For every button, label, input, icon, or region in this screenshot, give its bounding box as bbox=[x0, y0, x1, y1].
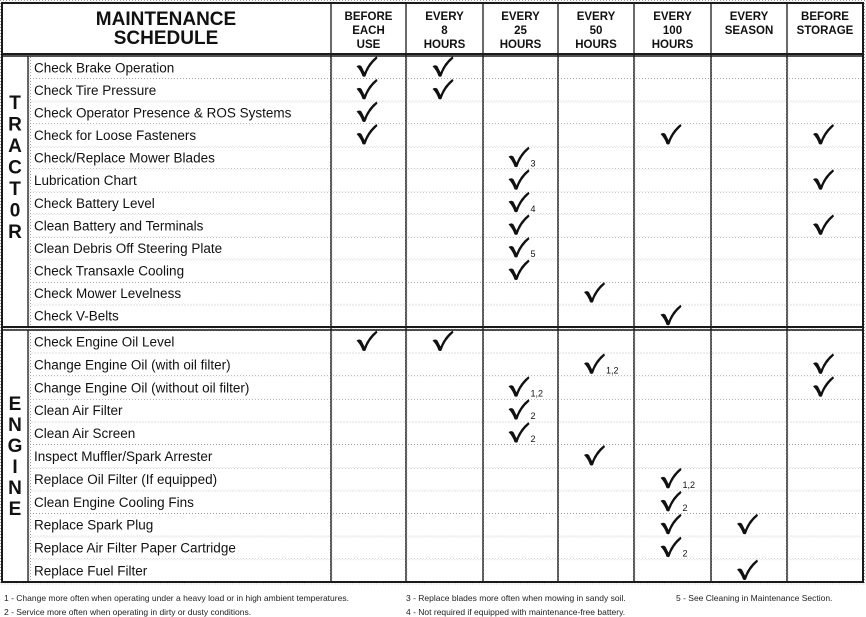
check-cell bbox=[333, 170, 406, 191]
column-header-2: HOURS bbox=[423, 39, 466, 51]
column-header-3: EVERY bbox=[501, 11, 540, 23]
task-label: Change Engine Oil (with oil filter) bbox=[34, 357, 231, 373]
task-label: Clean Engine Cooling Fins bbox=[34, 494, 194, 510]
check-cell bbox=[713, 446, 787, 467]
check-cell bbox=[636, 215, 711, 236]
column-header-1: USE bbox=[356, 39, 381, 51]
check-cell bbox=[560, 215, 634, 236]
section-letter: I bbox=[12, 457, 18, 478]
column-header-4: 50 bbox=[589, 25, 603, 37]
check-footnote-ref: 2 bbox=[530, 411, 536, 422]
check-cell bbox=[560, 331, 634, 352]
check-cell bbox=[408, 305, 483, 326]
check-cell bbox=[789, 305, 863, 326]
check-cell bbox=[789, 514, 863, 535]
column-header-5: EVERY bbox=[653, 11, 692, 23]
check-cell bbox=[408, 423, 483, 444]
column-header-3: HOURS bbox=[499, 39, 542, 51]
check-cell bbox=[333, 260, 406, 281]
check-cell bbox=[713, 537, 787, 558]
section-letter: E bbox=[8, 499, 22, 520]
column-header-1: EACH bbox=[352, 25, 385, 37]
check-footnote-ref: 1,2 bbox=[682, 479, 696, 490]
check-cell bbox=[485, 80, 558, 101]
check-cell bbox=[789, 423, 863, 444]
check-cell bbox=[789, 491, 863, 512]
check-footnote-ref: 2 bbox=[530, 434, 536, 445]
check-cell bbox=[713, 147, 787, 168]
task-label: Check/Replace Mower Blades bbox=[34, 150, 215, 166]
section-letter: R bbox=[8, 222, 22, 243]
check-cell bbox=[408, 400, 483, 421]
check-cell bbox=[789, 400, 863, 421]
check-cell bbox=[408, 125, 483, 146]
check-cell bbox=[485, 354, 558, 375]
check-cell bbox=[333, 514, 406, 535]
check-cell bbox=[560, 57, 634, 78]
table-title-line2: SCHEDULE bbox=[113, 28, 219, 49]
check-cell bbox=[713, 468, 787, 489]
check-cell bbox=[636, 377, 711, 398]
column-header-3: 25 bbox=[514, 25, 527, 37]
footnote-4: 4 - Not required if equipped with maintenance-free battery. bbox=[406, 607, 626, 617]
check-cell bbox=[713, 57, 787, 78]
check-footnote-ref: 5 bbox=[530, 248, 536, 259]
check-cell bbox=[713, 102, 787, 123]
task-label: Replace Air Filter Paper Cartridge bbox=[34, 540, 236, 556]
task-label: Check Transaxle Cooling bbox=[34, 263, 185, 279]
check-cell bbox=[408, 537, 483, 558]
check-cell bbox=[333, 147, 406, 168]
check-cell bbox=[485, 102, 558, 123]
check-cell bbox=[636, 560, 711, 581]
check-cell bbox=[408, 170, 483, 191]
check-cell bbox=[713, 193, 787, 214]
check-cell bbox=[560, 491, 634, 512]
check-cell bbox=[333, 400, 406, 421]
section-letter: N bbox=[8, 415, 22, 436]
task-label: Check V-Belts bbox=[34, 308, 119, 324]
check-cell bbox=[408, 514, 483, 535]
footnotes bbox=[4, 589, 866, 617]
task-label: Clean Air Screen bbox=[34, 426, 136, 442]
check-cell bbox=[333, 215, 406, 236]
column-header-7: STORAGE bbox=[796, 25, 854, 37]
check-cell bbox=[485, 560, 558, 581]
check-cell bbox=[408, 446, 483, 467]
column-header-5: HOURS bbox=[651, 39, 694, 51]
check-cell bbox=[636, 102, 711, 123]
check-cell bbox=[485, 446, 558, 467]
check-cell bbox=[789, 468, 863, 489]
check-cell bbox=[408, 377, 483, 398]
check-cell bbox=[713, 305, 787, 326]
check-cell bbox=[713, 215, 787, 236]
check-footnote-ref: 3 bbox=[530, 158, 536, 169]
check-cell bbox=[560, 102, 634, 123]
section-letter: A bbox=[8, 136, 22, 157]
check-footnote-ref: 2 bbox=[682, 548, 688, 559]
check-cell bbox=[408, 491, 483, 512]
check-cell bbox=[560, 125, 634, 146]
check-cell bbox=[636, 331, 711, 352]
check-cell bbox=[408, 238, 483, 259]
check-cell bbox=[560, 305, 634, 326]
check-cell bbox=[713, 80, 787, 101]
table-title-line1: MAINTENANCE bbox=[95, 9, 237, 30]
section-letter: E bbox=[8, 394, 22, 415]
check-cell bbox=[713, 491, 787, 512]
check-cell bbox=[713, 260, 787, 281]
check-cell bbox=[333, 238, 406, 259]
section-letter: C bbox=[8, 157, 22, 179]
check-footnote-ref: 2 bbox=[682, 502, 688, 513]
task-label: Clean Debris Off Steering Plate bbox=[34, 240, 223, 256]
task-label: Inspect Muffler/Spark Arrester bbox=[34, 449, 213, 464]
task-label: Check Brake Operation bbox=[34, 60, 175, 76]
task-label: Replace Fuel Filter bbox=[34, 563, 148, 579]
task-label: Change Engine Oil (without oil filter) bbox=[34, 380, 250, 396]
task-label: Check Operator Presence & ROS Systems bbox=[34, 105, 292, 121]
task-label: Clean Battery and Terminals bbox=[34, 218, 204, 234]
check-footnote-ref: 1,2 bbox=[530, 388, 544, 399]
check-cell bbox=[789, 446, 863, 467]
check-cell bbox=[408, 283, 483, 304]
check-cell bbox=[333, 560, 406, 581]
column-header-7: BEFORE bbox=[801, 11, 849, 23]
check-cell bbox=[636, 260, 711, 281]
check-cell bbox=[789, 560, 863, 581]
check-cell bbox=[333, 354, 406, 375]
footnote-3: 3 - Replace blades more often when mowing in sandy soil. bbox=[406, 593, 626, 603]
check-cell bbox=[408, 193, 483, 214]
check-cell bbox=[408, 147, 483, 168]
check-cell bbox=[560, 80, 634, 101]
check-cell bbox=[485, 491, 558, 512]
check-cell bbox=[636, 57, 711, 78]
check-cell bbox=[636, 446, 711, 467]
check-footnote-ref: 4 bbox=[530, 203, 536, 214]
check-cell bbox=[789, 331, 863, 352]
check-cell bbox=[636, 147, 711, 168]
column-header-5: 100 bbox=[662, 25, 683, 37]
check-cell bbox=[713, 423, 787, 444]
check-cell bbox=[636, 170, 711, 191]
check-cell bbox=[713, 354, 787, 375]
section-letter: 0 bbox=[9, 200, 21, 222]
check-footnote-ref: 1,2 bbox=[606, 365, 619, 376]
check-cell bbox=[333, 468, 406, 489]
check-cell bbox=[560, 468, 634, 489]
check-cell bbox=[713, 170, 787, 191]
check-cell bbox=[333, 446, 406, 467]
check-cell bbox=[636, 283, 711, 304]
check-cell bbox=[560, 560, 634, 581]
column-header-6: EVERY bbox=[729, 11, 769, 23]
check-cell bbox=[333, 537, 406, 558]
footnote-1: 1 - Change more often when operating under a heavy load or in high ambient temperatures. bbox=[4, 593, 349, 603]
check-cell bbox=[333, 193, 406, 214]
check-cell bbox=[485, 125, 558, 146]
check-cell bbox=[560, 514, 634, 535]
check-cell bbox=[408, 215, 483, 236]
column-header-4: EVERY bbox=[576, 11, 616, 23]
check-cell bbox=[408, 354, 483, 375]
check-cell bbox=[789, 193, 863, 214]
check-cell bbox=[789, 80, 863, 101]
check-cell bbox=[713, 331, 787, 352]
check-cell bbox=[789, 260, 863, 281]
check-cell bbox=[333, 377, 406, 398]
check-cell bbox=[636, 354, 711, 375]
check-cell bbox=[636, 400, 711, 421]
check-cell bbox=[560, 238, 634, 259]
task-label: Check Engine Oil Level bbox=[34, 334, 175, 350]
footnote-5: 5 - See Cleaning in Maintenance Section. bbox=[676, 593, 833, 603]
section-letter: T bbox=[9, 179, 21, 200]
check-cell bbox=[408, 560, 483, 581]
task-label: Lubrication Chart bbox=[34, 173, 137, 189]
task-label: Replace Spark Plug bbox=[34, 517, 154, 533]
check-cell bbox=[333, 423, 406, 444]
check-cell bbox=[408, 468, 483, 489]
task-label: Check Tire Pressure bbox=[34, 82, 157, 98]
task-label: Check for Loose Fasteners bbox=[34, 128, 197, 144]
check-cell bbox=[713, 283, 787, 304]
check-cell bbox=[485, 514, 558, 535]
check-cell bbox=[485, 468, 558, 489]
check-cell bbox=[789, 537, 863, 558]
column-header-2: EVERY bbox=[425, 11, 464, 23]
task-label: Check Battery Level bbox=[34, 195, 155, 211]
check-cell bbox=[485, 305, 558, 326]
check-cell bbox=[485, 331, 558, 352]
section-letter: G bbox=[7, 436, 23, 457]
column-header-4: HOURS bbox=[575, 39, 617, 51]
check-cell bbox=[789, 283, 863, 304]
column-header-1: BEFORE bbox=[344, 11, 393, 23]
check-cell bbox=[408, 102, 483, 123]
check-cell bbox=[789, 238, 863, 259]
check-cell bbox=[713, 125, 787, 146]
check-cell bbox=[789, 147, 863, 168]
check-cell bbox=[789, 102, 863, 123]
task-label: Check Mower Levelness bbox=[34, 286, 182, 302]
check-cell bbox=[713, 377, 787, 398]
column-header-6: SEASON bbox=[724, 25, 774, 37]
check-cell bbox=[636, 80, 711, 101]
check-cell bbox=[713, 400, 787, 421]
check-cell bbox=[485, 57, 558, 78]
check-cell bbox=[560, 193, 634, 214]
column-header-2: 8 bbox=[441, 25, 448, 37]
check-cell bbox=[485, 537, 558, 558]
check-cell bbox=[636, 423, 711, 444]
check-cell bbox=[560, 147, 634, 168]
task-label: Clean Air Filter bbox=[34, 403, 123, 419]
footnote-2: 2 - Service more often when operating in dirty or dusty conditions. bbox=[4, 607, 252, 617]
check-cell bbox=[333, 491, 406, 512]
check-cell bbox=[636, 193, 711, 214]
check-cell bbox=[560, 537, 634, 558]
section-letter: N bbox=[8, 478, 22, 499]
check-cell bbox=[560, 170, 634, 191]
check-cell bbox=[560, 400, 634, 421]
check-cell bbox=[789, 57, 863, 78]
check-cell bbox=[485, 283, 558, 304]
check-cell bbox=[408, 260, 483, 281]
section-letter: R bbox=[8, 114, 22, 136]
task-label: Replace Oil Filter (If equipped) bbox=[34, 471, 218, 487]
check-cell bbox=[560, 423, 634, 444]
check-cell bbox=[560, 260, 634, 281]
check-cell bbox=[636, 238, 711, 259]
check-cell bbox=[560, 377, 634, 398]
check-cell bbox=[333, 305, 406, 326]
section-letter: T bbox=[9, 93, 21, 114]
check-cell bbox=[713, 238, 787, 259]
check-cell bbox=[333, 283, 406, 304]
